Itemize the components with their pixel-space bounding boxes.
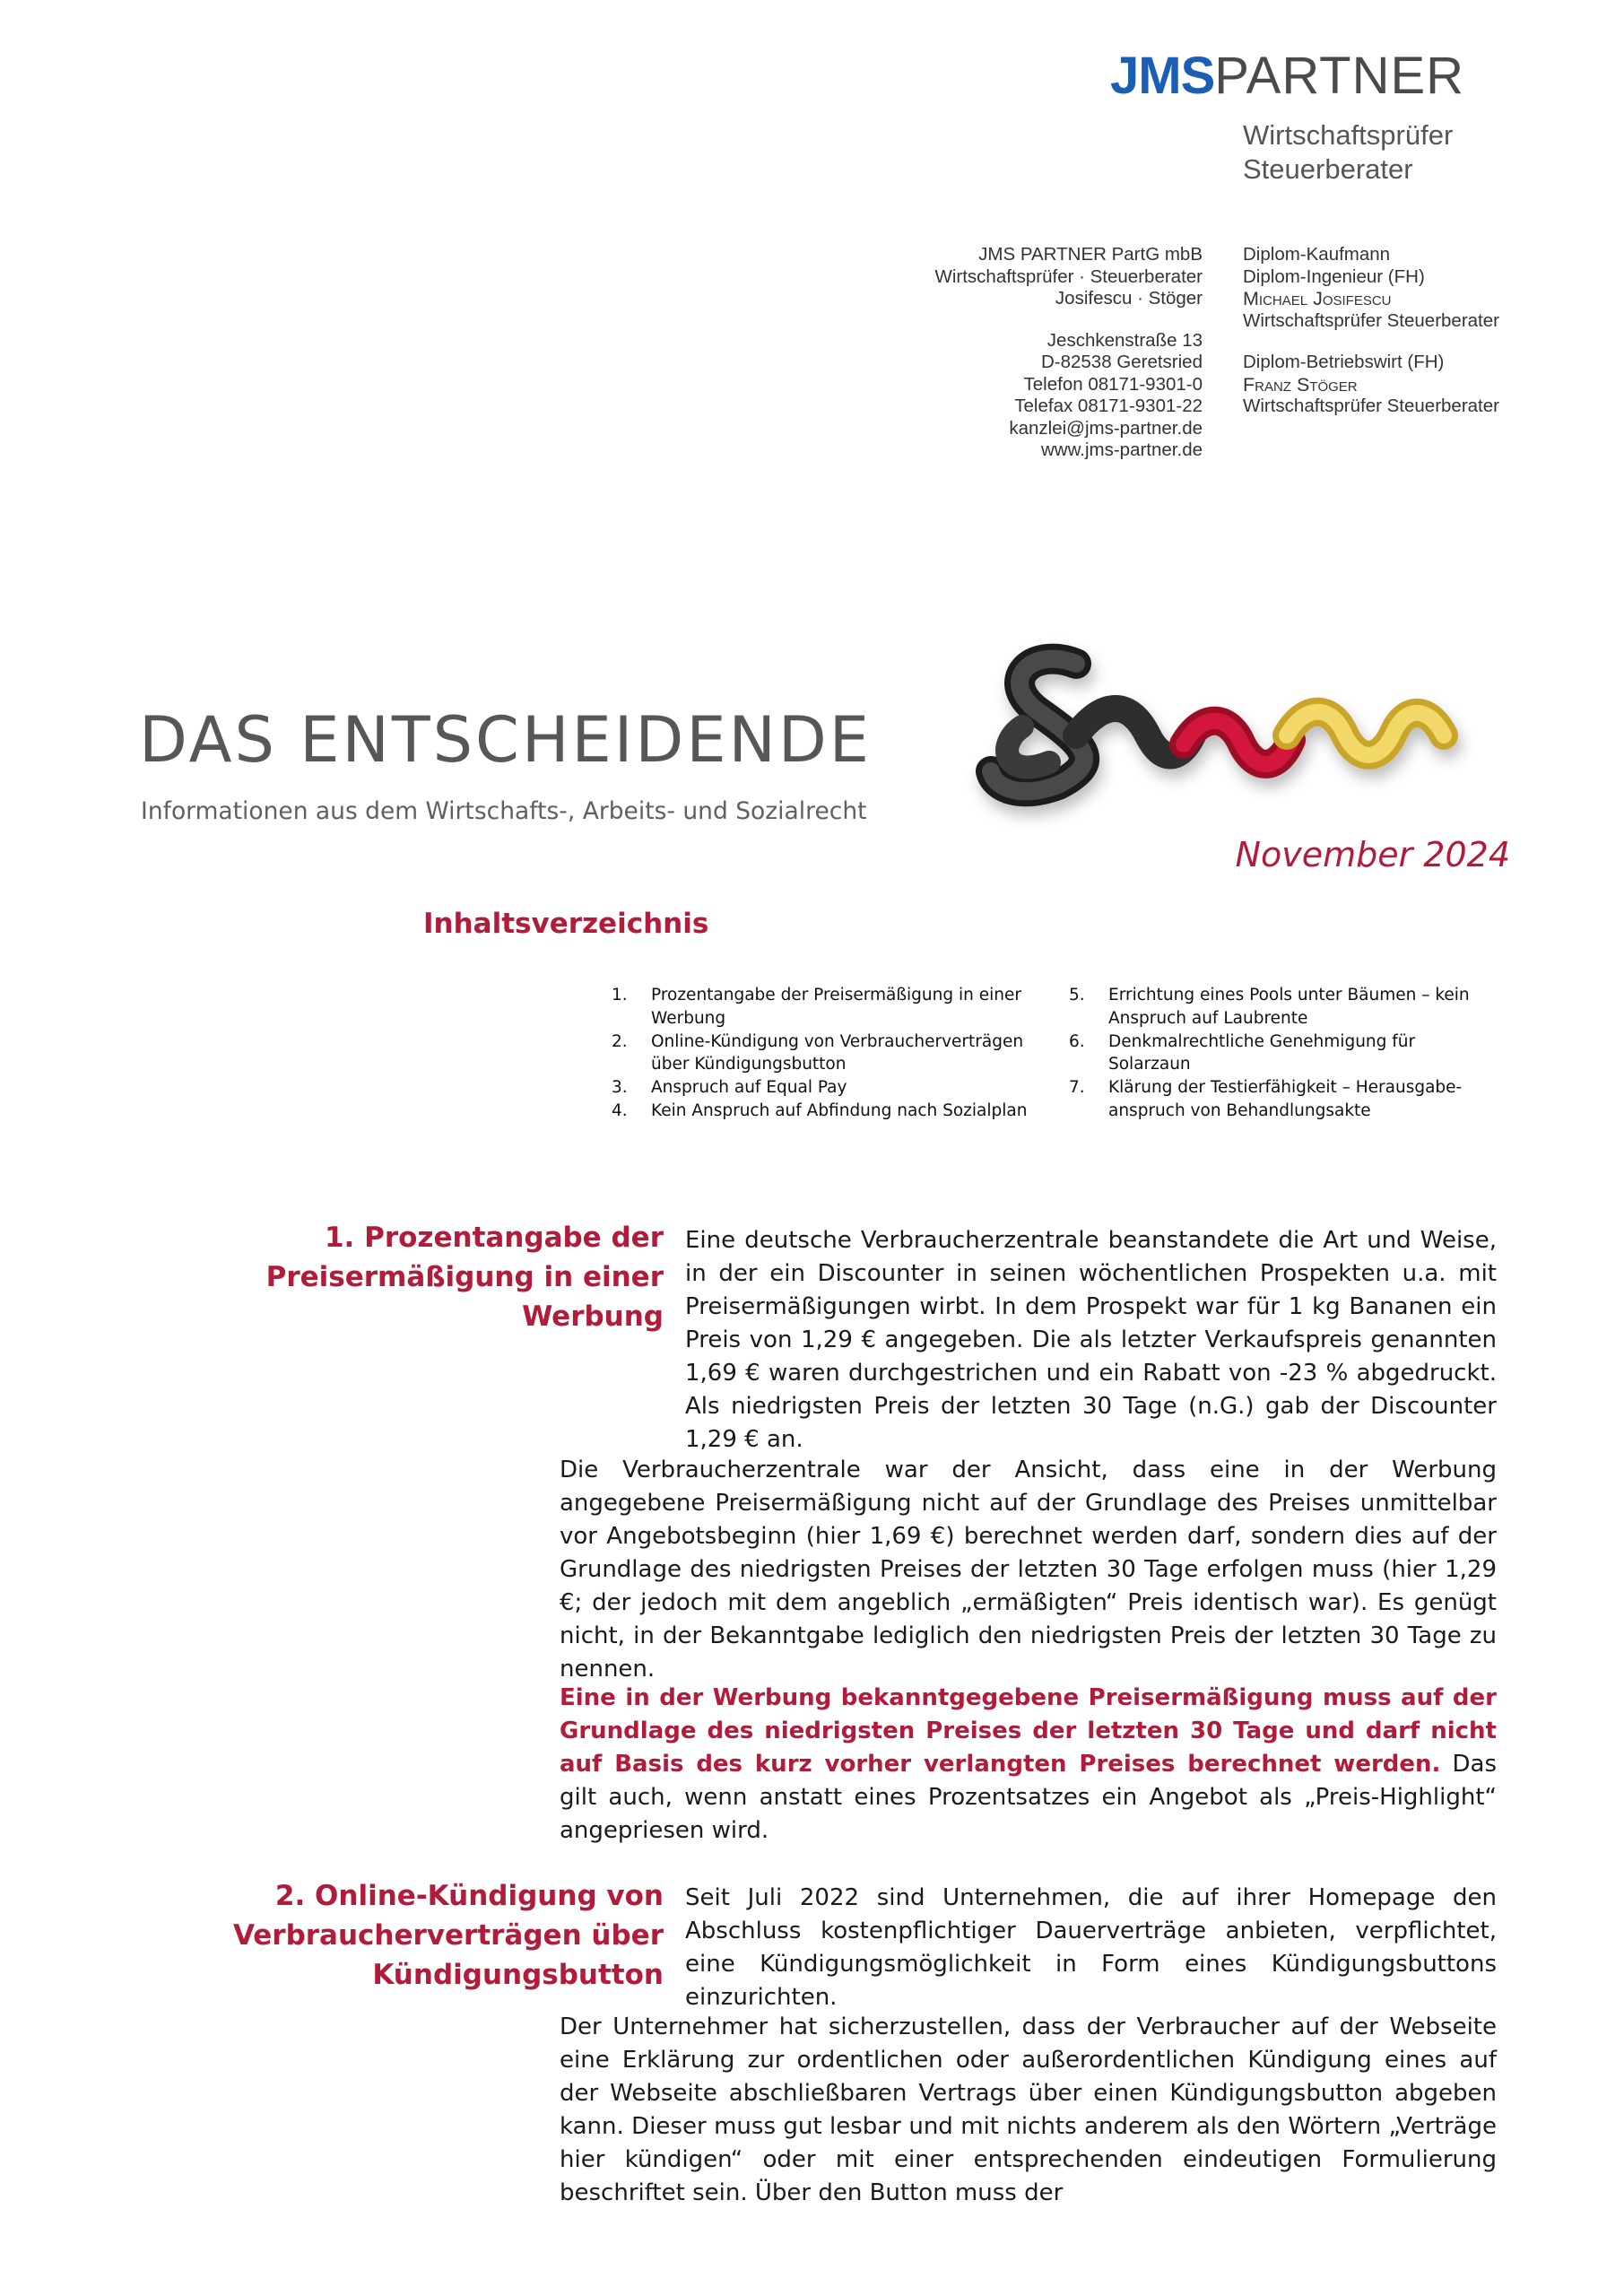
section-1-paragraph-1: Eine deutsche Verbraucherzentrale beanstandete die Art und Weise, in der ein Discounter in seinen wöchentlichen Prospekten u.a. mit Preisermäßigungen wirbt. In dem Prospekt war für 1 kg Bananen ein Preis von 1,29 € angegeben. Die als letzter Verkaufspreis genannten 1,69 € waren durchgestrichen und ein Rabatt von -23 % abgedruckt. Als niedrigsten Preis der letzten 30 Tage (n.G.) gab der Discounter 1,29 € an. bbox=[685, 1227, 1497, 1453]
toc-item[interactable] bbox=[1069, 984, 1490, 1031]
paragraph-sign-emblem-icon bbox=[942, 628, 1480, 861]
toc-item-text: Online-Kündigung von Verbraucherverträgen über Kündigungsbutton bbox=[651, 1031, 1024, 1074]
address-block-partners bbox=[1243, 244, 1602, 418]
toc-item[interactable] bbox=[612, 984, 1033, 1031]
company-logo bbox=[1110, 45, 1498, 108]
company-subtitle bbox=[1243, 118, 1530, 187]
toc-item-number: 1. bbox=[612, 986, 628, 1004]
toc-item-number: 2. bbox=[612, 1031, 628, 1051]
section-1-key-finding: Eine in der Werbung bekanntgegebene Preisermäßigung muss auf der Grundlage des niedrigsten Preises der letzten 30 Tage und darf nicht auf Basis des kurz vorher verlangten Preises berechnet werden. bbox=[560, 1684, 1497, 1778]
section-1-paragraph-3 bbox=[560, 1682, 1497, 1848]
partner2-degree: Diplom-Betriebswirt (FH) bbox=[1243, 352, 1445, 372]
email-link[interactable]: kanzlei@jms-partner.de bbox=[1009, 417, 1203, 439]
city-line: D-82538 Geretsried bbox=[1040, 352, 1203, 372]
section-1-paragraph-2: Die Verbraucherzentrale war der Ansicht, dass eine in der Werbung angegebene Preisermäßigung nicht auf der Grundlage des Preises unmittelbar vor Angebotsbeginn (hier 1,69 €) berechnet werden darf, sondern dies auf der Grundlage des niedrigsten Preises der letzten 30 Tage erfolgen muss (hier 1,29 €; der jedoch mit dem angeblich „ermäßigten“ Preis identisch war). Es genügt nicht, in der Bekanntgabe lediglich den niedrigsten Preis der letzten 30 Tage zu nennen. bbox=[560, 1457, 1497, 1683]
phone-line: Telefon 08171-9301-0 bbox=[1023, 373, 1203, 395]
toc-item-number: 6. bbox=[1069, 1031, 1085, 1051]
newsletter-title: DAS ENTSCHEIDENDE bbox=[139, 703, 873, 777]
section-2-paragraph-2: Der Unternehmer hat sicherzustellen, dass der Verbraucher auf der Webseite eine Erklärung zur ordentlichen oder außerordentlichen Kündigung eines auf der Webseite abschließbaren Vertrags über einen Kündigungsbutton abgeben kann. Dieser muss gut lesbar und mit nichts anderem als den Wörtern „Verträge hier kündigen“ oder mit einer entsprechenden eindeutigen Formulierung beschriftet sein. Über den Button muss der bbox=[560, 2013, 1497, 2206]
address-block-firm bbox=[826, 244, 1203, 462]
subtitle-line-2: Steuerberater bbox=[1243, 153, 1413, 185]
toc-item-text: Klärung der Testierfähigkeit – Herausgabe-anspruch von Behandlungsakte bbox=[1108, 1078, 1463, 1120]
toc-item-number: 5. bbox=[1069, 986, 1085, 1004]
website-link[interactable]: www.jms-partner.de bbox=[1040, 439, 1203, 460]
section-2-heading: 2. Online-Kündigung von Verbraucherverträgen über Kündigungsbutton bbox=[232, 1880, 664, 1991]
issue-date: November 2024 bbox=[1235, 835, 1510, 874]
logo-partner-text: PARTNER bbox=[1214, 47, 1465, 105]
toc-item-text: Kein Anspruch auf Abfindung nach Sozialplan bbox=[651, 1100, 1028, 1120]
firm-line: JMS PARTNER PartG mbB bbox=[978, 244, 1203, 265]
fax-line: Telefax 08171-9301-22 bbox=[1014, 396, 1203, 416]
partner2-name: Franz Stöger bbox=[1243, 373, 1358, 396]
toc-item[interactable] bbox=[1069, 1031, 1490, 1077]
toc-item[interactable] bbox=[1069, 1076, 1490, 1123]
toc-item[interactable] bbox=[612, 1100, 1033, 1123]
partner1-degree: Diplom-Kaufmann bbox=[1243, 244, 1391, 265]
toc-item-number: 3. bbox=[612, 1078, 628, 1098]
firm-line: Wirtschaftsprüfer · Steuerberater bbox=[934, 265, 1203, 287]
newsletter-tagline: Informationen aus dem Wirtschafts-, Arbeits- und Sozialrecht bbox=[141, 797, 867, 825]
toc-column-left bbox=[612, 984, 1033, 1123]
toc-item[interactable] bbox=[612, 1076, 1033, 1100]
partner1-name: Michael Josifescu bbox=[1243, 288, 1392, 309]
toc-item-text: Errichtung eines Pools unter Bäumen – kein Anspruch auf Laubrente bbox=[1108, 986, 1470, 1028]
toc-title: Inhaltsverzeichnis bbox=[423, 908, 709, 940]
street-line: Jeschkenstraße 13 bbox=[1046, 329, 1203, 351]
section-2-paragraph-1: Seit Juli 2022 sind Unternehmen, die auf ihrer Homepage den Abschluss kostenpflichtiger Dauerverträge anbieten, verpflichtet, eine Kündigungsmöglichkeit in Form eines Kündigungsbuttons einzurichten. bbox=[685, 1884, 1497, 2011]
toc-item-number: 7. bbox=[1069, 1078, 1085, 1098]
partner2-role: Wirtschaftsprüfer Steuerberater bbox=[1243, 396, 1499, 416]
logo-jms-text: JMS bbox=[1110, 47, 1215, 105]
partner1-degree: Diplom-Ingenieur (FH) bbox=[1243, 265, 1425, 287]
firm-line: Josifescu · Stöger bbox=[1055, 288, 1203, 309]
toc-item-text: Anspruch auf Equal Pay bbox=[651, 1078, 847, 1098]
section-1-paragraph-3-rest: Das gilt auch, wenn anstatt eines Prozentsatzes ein Angebot als „Preis-Highlight“ angepriesen wird. bbox=[560, 1751, 1497, 1844]
subtitle-line-1: Wirtschaftsprüfer bbox=[1243, 119, 1454, 151]
partner1-role: Wirtschaftsprüfer Steuerberater bbox=[1243, 309, 1499, 331]
toc-item-text: Denkmalrechtliche Genehmigung für Solarzaun bbox=[1108, 1031, 1416, 1074]
toc-item[interactable] bbox=[612, 1031, 1033, 1077]
toc-column-right bbox=[1069, 984, 1490, 1123]
section-1-heading: 1. Prozentangabe der Preisermäßigung in einer Werbung bbox=[265, 1222, 664, 1333]
toc-item-text: Prozentangabe der Preisermäßigung in einer Werbung bbox=[651, 986, 1021, 1028]
toc-item-number: 4. bbox=[612, 1100, 628, 1120]
